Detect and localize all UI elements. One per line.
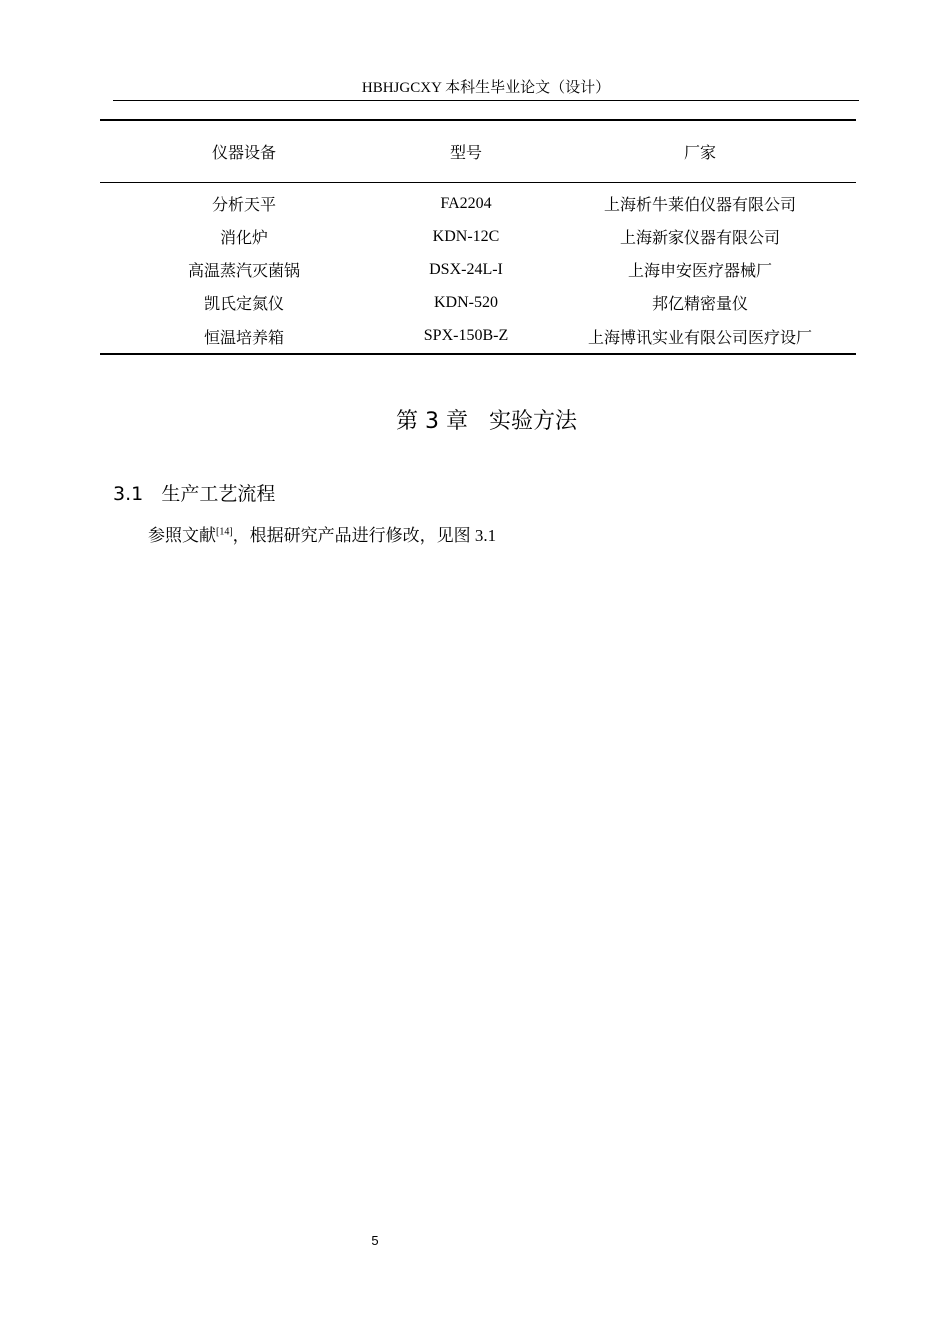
cell-manufacturer: 上海博讯实业有限公司医疗设厂 [544, 319, 856, 354]
header-rule [113, 100, 859, 101]
chapter-title: 第 3 章 实验方法 [396, 409, 577, 434]
cell-manufacturer: 邦亿精密量仪 [651, 296, 748, 313]
running-header: HBHJGCXY 本科生毕业论文（设计） [361, 80, 611, 96]
cell-instrument: 凯氏定氮仪 [203, 296, 284, 313]
cell-model: DSX-24L-I [429, 260, 503, 278]
cell-manufacturer: 上海新家仪器有限公司 [619, 230, 780, 247]
section-heading: 3.1 生产工艺流程 [113, 483, 276, 505]
cell-instrument: 消化炉 [219, 230, 268, 247]
cell-model: KDN-12C [432, 227, 500, 245]
page-number: 5 [371, 1233, 379, 1248]
column-header-model: 型号 [388, 120, 544, 183]
body-text-before: 参照文献 [148, 526, 216, 545]
table-row [100, 319, 856, 354]
cell-instrument: 恒温培养箱 [100, 319, 388, 354]
cell-model: FA2204 [440, 194, 492, 212]
body-text-after: ，根据研究产品进行修改，见图 3.1 [232, 526, 497, 545]
body-paragraph [148, 524, 496, 548]
cell-manufacturer: 上海析牛莱伯仪器有限公司 [603, 197, 796, 214]
column-header-manufacturer: 厂家 [544, 120, 856, 183]
table-row [100, 183, 856, 221]
equipment-table [100, 119, 856, 355]
citation-reference[interactable]: [14] [216, 526, 233, 538]
cell-model: SPX-150B-Z [388, 319, 544, 354]
table-header-row [100, 120, 856, 183]
table-row [100, 253, 856, 286]
table-row [100, 286, 856, 319]
cell-instrument: 分析天平 [211, 197, 276, 214]
cell-manufacturer: 上海申安医疗器械厂 [627, 263, 772, 280]
table-row [100, 220, 856, 253]
cell-instrument: 高温蒸汽灭菌锅 [187, 263, 300, 280]
column-header-instrument: 仪器设备 [100, 120, 388, 183]
cell-model: KDN-520 [434, 293, 498, 311]
